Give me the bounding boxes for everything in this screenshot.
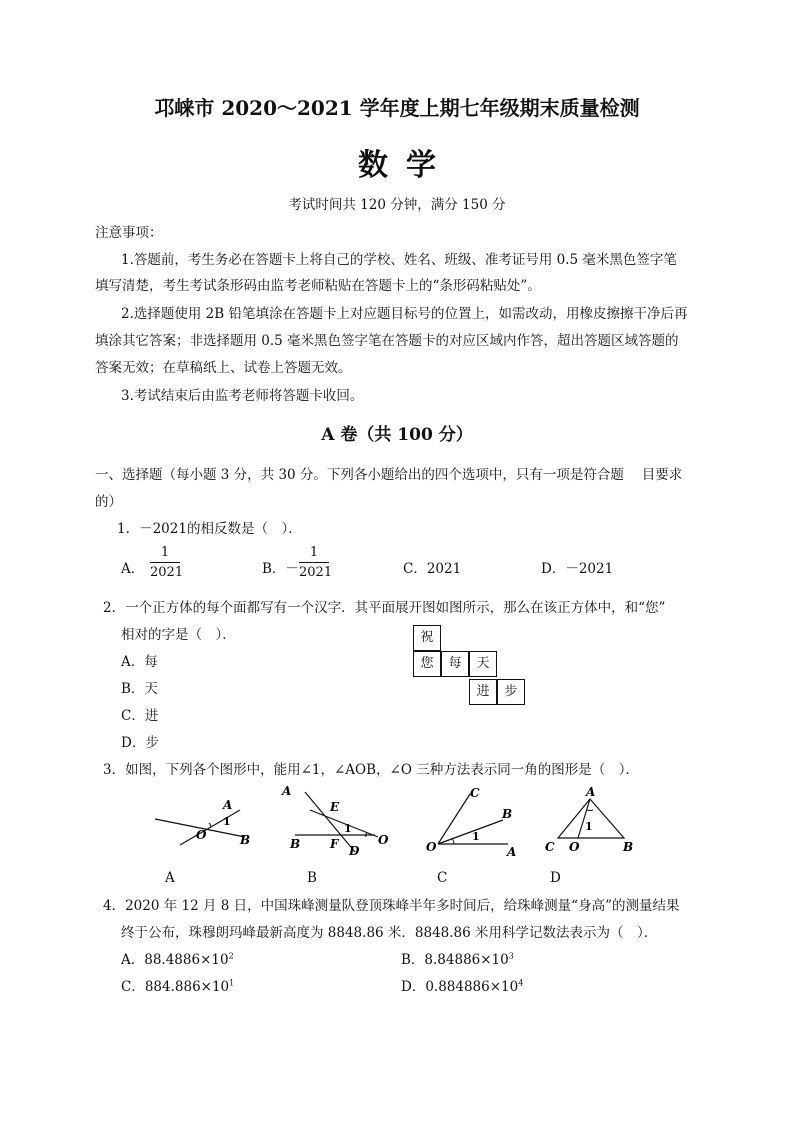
fig-b-angle-1: 1: [344, 822, 352, 835]
q1-a-numerator: 1: [150, 546, 180, 563]
q1-option-d: D．－2021: [541, 561, 614, 577]
fig-d-label-b: B: [623, 840, 634, 854]
q2-stem-line-1: 2．一个正方体的每个面都写有一个汉字．其平面展开图如图所示，那么在该正方体中，和“您”: [103, 600, 666, 616]
q4-option-c-base: C．884.886×10: [121, 979, 230, 995]
q4-option-a-exponent: 2: [228, 951, 234, 961]
fig-d-label-c: C: [545, 840, 555, 854]
fig-a-label-a: A: [223, 798, 233, 812]
q1-stem: 1．－2021的相反数是（ ）．: [117, 521, 302, 537]
net-cell-6: 步: [497, 679, 525, 705]
fig-b-label-f: F: [330, 837, 339, 851]
fig-b-label-o: O: [378, 833, 389, 847]
q4-option-b: [401, 948, 514, 968]
q4-option-a-base: A．88.4886×10: [121, 952, 229, 968]
q3-figure-d: [545, 785, 633, 854]
q1-b-numerator: 1: [299, 546, 329, 563]
q4-stem-line-2: 终于公布，珠穆朗玛峰最新高度为 8848.86 米．8848.86 米用科学记数法表示为（ ）．: [121, 925, 658, 941]
q2-stem-line-2: 相对的字是（ ）．: [121, 627, 236, 643]
q4-option-c-exponent: 1: [229, 978, 235, 988]
note-3: 3.考试结束后由监考老师将答题卡收回。: [121, 388, 364, 404]
q1-b-denominator: 2021: [299, 565, 333, 580]
q1-option-b-label: B．－: [262, 561, 299, 577]
q2-option-a: A．每: [121, 654, 158, 670]
q4-option-d-exponent: 4: [518, 978, 524, 988]
net-cell-1: 祝: [413, 625, 441, 651]
q3-figures: [140, 780, 660, 860]
fig-d-label-a: A: [586, 785, 596, 799]
q3-stem: 3．如图，下列各个图形中，能用∠1，∠AOB，∠O 三种方法表示同一角的图形是（ ）．: [103, 762, 639, 778]
fig-b-label-d: D: [349, 844, 360, 858]
q1-option-a-fraction: [150, 545, 184, 580]
net-cell-5: 进: [469, 679, 497, 705]
q4-option-b-base: B．8.84886×10: [401, 952, 509, 968]
fig-c-label-a: A: [507, 845, 517, 859]
q4-option-b-exponent: 3: [508, 951, 514, 961]
fig-c-label-o: O: [426, 840, 437, 854]
q1-option-c: C．2021: [403, 561, 462, 577]
q3-figure-b: [281, 784, 389, 858]
fig-d-angle-1: 1: [585, 820, 593, 833]
fig-b-label-b: B: [290, 837, 301, 851]
fig-c-label-b: B: [502, 807, 513, 821]
q1-a-denominator: 2021: [150, 565, 184, 580]
exam-title: 邛崃市 2020～2021 学年度上期七年级期末质量检测: [154, 96, 640, 120]
fig-d-label-o: O: [569, 840, 580, 854]
fig-c-label-c: C: [470, 786, 480, 800]
q3-figure-label-b: B: [307, 870, 317, 886]
fig-b-label-a: A: [282, 784, 292, 798]
note-1-line-1: 1.答题前，考生务必在答题卡上将自己的学校、姓名、班级、准考证号用 0.5 毫米黑色签字笔: [121, 252, 677, 268]
q4-option-a: [121, 948, 234, 968]
q3-figure-label-c: C: [437, 870, 448, 886]
note-2-line-3: 答案无效；在草稿纸上、试卷上答题无效。: [95, 360, 352, 376]
q4-stem-line-1: 4．2020 年 12 月 8 日，中国珠峰测量队登顶珠峰半年多时间后，给珠峰测量“身高”的测量结果: [103, 898, 680, 914]
fig-a-label-o: O: [196, 828, 207, 842]
fig-a-angle-1: 1: [223, 815, 231, 828]
q3-figure-label-a: A: [165, 870, 175, 886]
note-2-line-1: 2.选择题使用 2B 铅笔填涂在答题卡上对应题目标号的位置上，如需改动，用橡皮擦擦干净后再: [121, 306, 688, 322]
notes-heading: 注意事项：: [95, 225, 163, 241]
q3-figure-label-d: D: [550, 870, 561, 886]
part1-instruction-line-2: 的）: [95, 494, 122, 510]
q4-option-d-base: D．0.884886×10: [401, 979, 519, 995]
note-1-line-2: 填写清楚，考生考试条形码由监考老师粘贴在答题卡上的“条形码粘贴处”。: [95, 278, 541, 294]
fig-c-angle-1: 1: [472, 830, 480, 843]
q3-figure-c: [426, 786, 516, 859]
q2-option-c: C．进: [121, 708, 159, 724]
q4-option-c: [121, 975, 234, 995]
net-cell-4: 天: [469, 651, 497, 677]
subject-title: 数学: [358, 148, 454, 183]
exam-info: 考试时间共 120 分钟，满分 150 分: [288, 197, 506, 213]
net-cell-2: 您: [413, 651, 441, 677]
q2-option-b: B．天: [121, 681, 158, 697]
q2-option-d: D．步: [121, 735, 159, 751]
fig-a-label-b: B: [240, 833, 251, 847]
section-a-heading: A 卷（共 100 分）: [321, 425, 473, 445]
net-cell-3: 每: [441, 651, 469, 677]
fig-b-label-e: E: [330, 800, 340, 814]
q1-option-b-fraction: [299, 545, 333, 580]
note-2-line-2: 填涂其它答案；非选择题用 0.5 毫米黑色签字笔在答题卡的对应区域内作答，超出答题区域答题的: [95, 333, 679, 349]
q1-option-a-label: A．: [121, 561, 145, 577]
part1-instruction-line-1: 一、选择题（每小题 3 分，共 30 分。下列各小题给出的四个选项中，只有一项是符合题 目要求: [95, 467, 683, 483]
q3-figure-a: [155, 798, 250, 847]
q4-option-d: [401, 975, 523, 995]
